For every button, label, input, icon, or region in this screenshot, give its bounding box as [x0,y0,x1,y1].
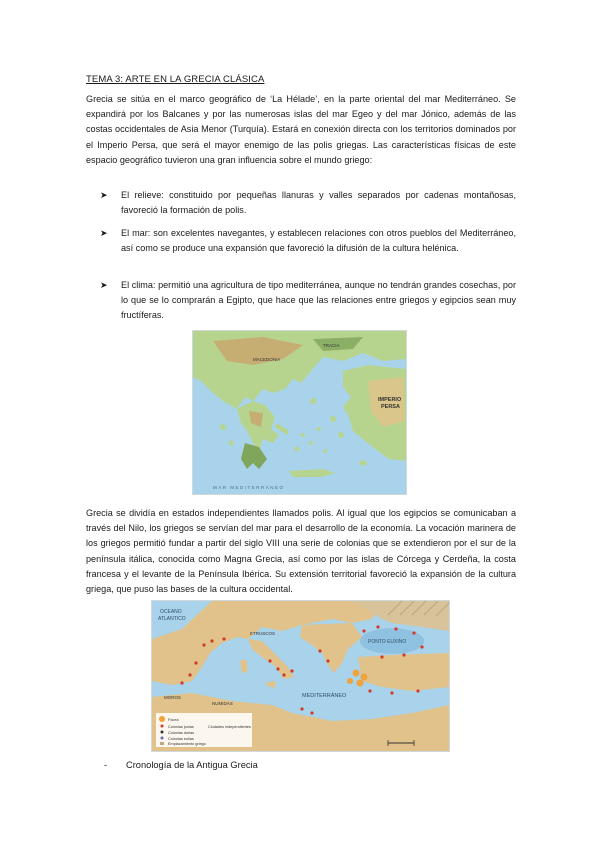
map-label-numidas: NUMIDAS [212,701,233,706]
map-label-mediterraneo: MEDITERRÁNEO [302,693,347,699]
legend-emplazamiento: Emplazamiento griego [168,742,206,746]
bullet-text: El mar: son excelentes navegantes, y establecen relaciones con otros pueblos del Mediterráneo, así como se produce una expansión que favoreció la difusión de la cultura helénica. [121,228,516,254]
map-label-persa: IMPERIO [378,397,402,403]
legend-eolias: Colonias eolias [168,737,194,741]
arrow-bullet-icon: ➤ [100,190,108,200]
bullet-item-relieve [100,188,516,218]
bullet-text: El clima: permitió una agricultura de tipo mediterránea, aunque no tendrán grandes cosechas, por lo que se lo comprarán a Egipto, que hace que las relaciones entre griegos y egipcios sean muy fructíferas. [121,280,516,321]
map-label-oceano: OCEANO [160,609,182,615]
legend-jonias: Colonias jonias [168,725,194,729]
greek-colonization-map [151,600,450,752]
list-item-text: Cronología de la Antigua Grecia [126,760,258,770]
bullet-text: El relieve: constituido por pequeñas llanuras y valles separados por cadenas montañosas, favoreció la formación de polis. [121,190,516,216]
dash-bullet-icon: - [104,760,108,770]
map-label-sea: MAR MEDITERRÁNEO [213,485,285,490]
greece-physical-map [192,330,407,495]
greece-map-graphic [193,331,406,494]
page-title: TEMA 3: ARTE EN LA GRECIA CLÁSICA [86,74,265,85]
bullet-item-mar [100,226,516,256]
map-label-persa-2: PERSA [381,404,400,410]
map-label-moros: MOROS [164,695,182,700]
arrow-bullet-icon: ➤ [100,228,108,238]
polis-paragraph: Grecia se dividía en estados independientes llamados polis. Al igual que los egipcios se comunicaban a través del Nilo, los griegos se servían del mar para el desarrollo de la economía. La vocación marinera de los griegos permitió fundar a partir del siglo VIII una serie de colonias que se extendieron por el sur de la península itálica, conocida como Magna Grecia, así como por las islas de Córcega y Cerdeña, la costa francesa y el levante de la Península Ibérica. Su extensión territorial favoreció la expansión de la cultura griega, que puso las bases de la cultura occidental. [86,508,516,595]
colonization-map-graphic [152,601,449,751]
map-label-atlantico: ATLANTICO [158,616,186,622]
legend-ciudades: Ciudades independientes [208,725,251,729]
map-label-macedonia: MACEDONIA [253,357,281,362]
map-label-ponto: PONTO EUXINO [368,639,407,645]
map-label-etruscos: ETRUSCOS [250,631,276,636]
list-item-cronologia [104,760,258,770]
map-label-tracia: TRACIA [323,343,340,348]
legend-focea: Fócea [168,718,179,722]
bullet-item-clima [100,278,516,324]
intro-paragraph: Grecia se sitúa en el marco geográfico de ‘La Hélade’, en la parte oriental del mar Mediterráneo. Se expandirá por los Balcanes y por las numerosas islas del mar Egeo y del mar Jónico, además de las costas occidentales de Asia Menor (Turquía). Estará en conexión directa con los territorios dominados por el Imperio Persa, que será el mayor enemigo de las polis griegas. Las características físicas de este espacio geográfico tuvieron una gran influencia sobre el mundo griego: [86,94,516,165]
arrow-bullet-icon: ➤ [100,280,108,290]
legend-dorias: Colonias dorias [168,731,195,735]
